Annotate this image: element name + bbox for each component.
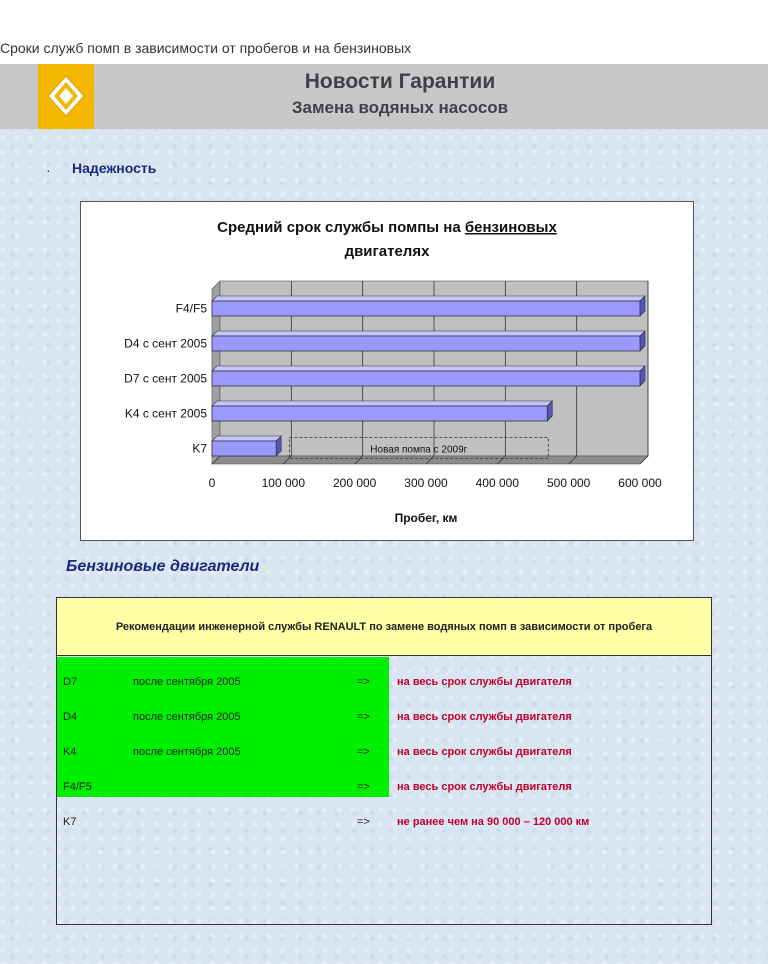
bar bbox=[212, 371, 640, 386]
engine-cell: D4 bbox=[63, 711, 78, 723]
x-tick-label: 200 000 bbox=[332, 476, 377, 490]
table-header: Рекомендации инженерной службы RENAULT по замене водяных помп в зависимости от пробега bbox=[57, 598, 711, 656]
recommendation-cell: на весь срок службы двигателя bbox=[397, 746, 572, 758]
bar-chart bbox=[81, 202, 693, 540]
bar-top bbox=[212, 401, 552, 406]
header-subtitle: Замена водяных насосов bbox=[291, 98, 509, 117]
recommendation-cell: на весь срок службы двигателя bbox=[397, 711, 572, 723]
chart-panel bbox=[80, 201, 694, 541]
bullet-marker: · bbox=[46, 162, 51, 178]
table-row bbox=[57, 806, 711, 840]
header-title: Новости Гарантии bbox=[304, 70, 496, 93]
table-row bbox=[57, 666, 711, 700]
engine-cell: K4 bbox=[63, 746, 77, 758]
arrow-cell: => bbox=[357, 711, 370, 723]
chart-title: Средний срок службы помпы на бензиновых bbox=[217, 219, 557, 236]
x-tick-label: 0 bbox=[208, 476, 216, 490]
table-row bbox=[57, 736, 711, 770]
renault-diamond-icon bbox=[46, 74, 86, 118]
y-tick-label: F4/F5 bbox=[175, 301, 207, 316]
section-title: Бензиновые двигатели bbox=[66, 558, 260, 575]
recommendation-cell: не ранее чем на 90 000 – 120 000 км bbox=[397, 816, 590, 828]
date-cell: после сентября 2005 bbox=[133, 711, 241, 723]
y-tick-label: D4 с сент 2005 bbox=[124, 336, 207, 351]
x-tick-label: 500 000 bbox=[546, 476, 591, 490]
recommendation-table bbox=[56, 597, 712, 925]
bar bbox=[212, 336, 640, 351]
x-tick-label: 600 000 bbox=[618, 476, 662, 490]
engine-cell: D7 bbox=[63, 676, 78, 688]
bar bbox=[212, 301, 640, 316]
slide bbox=[0, 64, 768, 964]
y-tick-label: K7 bbox=[192, 441, 207, 456]
annotation-text: Новая помпа с 2009г bbox=[370, 444, 468, 456]
date-cell: после сентября 2005 bbox=[133, 746, 241, 758]
engine-cell: F4/F5 bbox=[63, 781, 92, 793]
renault-logo bbox=[38, 64, 94, 129]
bullet-text: Надежность bbox=[72, 160, 157, 176]
bar-top bbox=[212, 331, 645, 336]
bar bbox=[212, 441, 276, 456]
table-row bbox=[57, 771, 711, 805]
y-tick-label: D7 с сент 2005 bbox=[124, 371, 207, 386]
arrow-cell: => bbox=[357, 816, 370, 828]
recommendation-cell: на весь срок службы двигателя bbox=[397, 676, 572, 688]
table-row bbox=[57, 701, 711, 735]
x-tick-label: 400 000 bbox=[475, 476, 520, 490]
arrow-cell: => bbox=[357, 781, 370, 793]
y-tick-label: K4 с сент 2005 bbox=[124, 406, 207, 421]
engine-cell: K7 bbox=[63, 816, 77, 828]
bar bbox=[212, 406, 547, 421]
x-axis-label: Пробег, км bbox=[394, 511, 458, 525]
recommendation-cell: на весь срок службы двигателя bbox=[397, 781, 572, 793]
bar-top bbox=[212, 296, 645, 301]
chart-title-line2: двигателях bbox=[344, 243, 430, 260]
bar-top bbox=[212, 436, 281, 441]
arrow-cell: => bbox=[357, 676, 370, 688]
date-cell: после сентября 2005 bbox=[133, 676, 241, 688]
x-tick-label: 300 000 bbox=[404, 476, 448, 490]
page-caption: Сроки служб помп в зависимости от пробегов и на бензиновых bbox=[0, 40, 412, 56]
x-tick-label: 100 000 bbox=[261, 476, 306, 490]
arrow-cell: => bbox=[357, 746, 370, 758]
bar-top bbox=[212, 366, 645, 371]
